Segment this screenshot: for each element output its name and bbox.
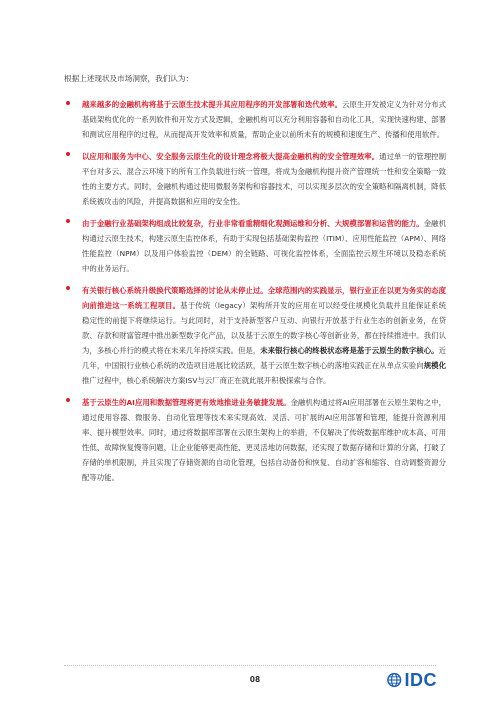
item-body: 通过单一的管理控制平台对多云、混合云环境下的所有工作负载进行统一管理，将成为金融机构提升资产管理统一性和安全策略一致性的主要方式。同时，金融机构通过使用微服务架构和容器技术，可以实现多层次的安全策略和隔离机制，降低系统被攻击的风险，并提高数据和应用的安全性。 [82, 151, 446, 207]
globe-icon [387, 672, 402, 688]
idc-logo [387, 670, 437, 690]
item-lead: 以应用和服务为中心、安全服务云原生化的设计理念将极大提高金融机构的安全管理效率。 [82, 151, 380, 161]
list-item [64, 149, 446, 209]
item-bold-text: 规模化 [423, 361, 446, 370]
item-paragraph [82, 149, 446, 209]
item-lead: 越来越多的金融机构将基于云原生技术提升其应用程序的开发部署和迭代效率。 [82, 100, 343, 109]
item-body: 基于传统（legacy）架构所开发的应用在可以经受住规模化负载并且能保证系统稳定性的前提下将继续运行。与此同时，对于支持新型客户互动、向银行开放基于行业生态的创新业务，在贷款、存款和财富管理中推出新型数字化产品，以及基于云原生的数字核心等创新业务，都在持续推进中。我们认为，多核心并行的模式将在未来几年持续实践。但是， [82, 300, 446, 355]
footer-divider [64, 665, 436, 666]
page-number: 08 [249, 675, 261, 684]
bullet-icon [66, 152, 70, 156]
bullet-icon [66, 101, 70, 105]
item-bold-text: 未来银行核心的终极状态将是基于云原生的数字核心。 [260, 345, 439, 355]
item-body: 金融机构通过云原生技术，构建云原生监控体系，有助于实现包括基础架构监控（ITIM）、应用性能监控（APM）、网络性能监控（NPM）以及用户体验监控（DEM）的全链路、可视化监控体系，全面监控云原生环境以及稳态系统中的业务运行。 [82, 218, 446, 273]
list-item [64, 283, 446, 389]
item-paragraph [82, 216, 446, 276]
item-lead: 有关银行核心系统升级换代策略选择的讨论从未停止过。全球范围内的实践显示，银行业正在以更为务实的态度向前推进这一系统工程项目。 [82, 285, 446, 310]
intro-paragraph: 根据上述现状及市场洞察，我们认为： [64, 74, 194, 83]
list-item [64, 97, 446, 142]
list-item [64, 395, 446, 486]
item-body: 金融机构通过将AI应用部署在云原生架构之中，通过使用容器、微服务、自动化管理等技术来实现高效、灵活、可扩展的AI应用部署和管理，能提升资源利用率、提升模型效率。同时，通过将数据库部署在云原生架构上的举措，不仅解决了传统数据库维护成本高、可用性低、故障恢复慢等问题，让企业能够更高性能、更灵活地访问数据，还实现了数据存储和计算的分离，打破了存储的单机限制，并且实现了存储资源的自动化管理，包括自动备份和恢复、自动扩容和缩容、自动调整资源分配等功能。 [82, 397, 446, 483]
bullet-icon [66, 286, 70, 290]
item-paragraph [82, 97, 446, 142]
list-item [64, 216, 446, 276]
bullet-icon [66, 398, 70, 402]
item-body: 近几年，中国银行业核心系统的改造项目进展比较活跃，基于云原生数字核心的落地实践正在从单点实验向 [82, 345, 446, 370]
item-lead: 由于金融行业基础架构组成比较复杂，行业非常看重精细化观测运维和分析、大规模部署和运营的能力。 [82, 218, 424, 228]
item-body: 云原生开发被定义为针对分布式基础架构优化的一系列软件和开发方式及逻辑，金融机构可以充分利用容器和自动化工具，实现快速构建、部署和测试应用程序的过程，从而提高开发效率和质量，帮助企业以前所未有的规模和速度生产、传播和使用软件。 [82, 100, 446, 140]
logo-text: IDC [404, 670, 437, 690]
insight-list [64, 97, 446, 492]
bullet-icon [66, 219, 70, 223]
item-lead: 基于云原生的AI应用和数据管理将更有效地推进业务敏捷发展。 [82, 397, 291, 407]
item-body: 推广过程中，核心系统解决方案ISV与云厂商正在就此展开积极探索与合作。 [82, 376, 331, 386]
item-paragraph [82, 283, 446, 389]
item-paragraph [82, 395, 446, 486]
